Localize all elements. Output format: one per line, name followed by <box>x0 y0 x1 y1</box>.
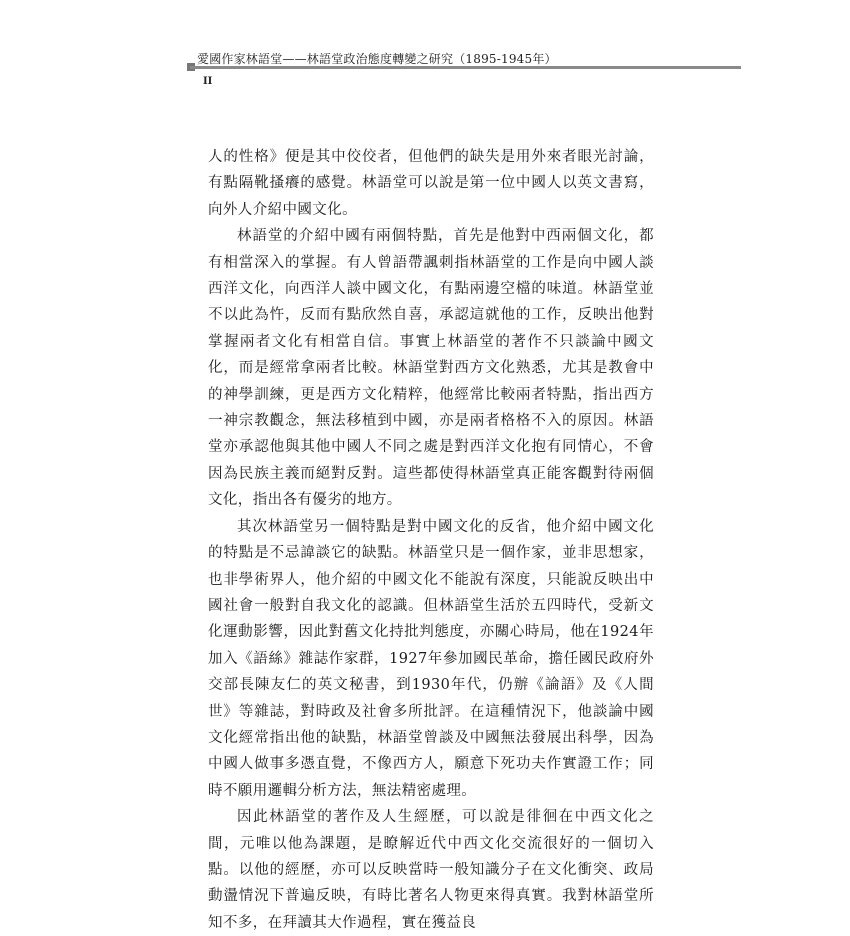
header-rule <box>190 66 741 69</box>
running-header: 愛國作家林語堂——林語堂政治態度轉變之研究（1895-1945年） <box>197 52 557 66</box>
body-text <box>208 144 654 936</box>
paragraph-4: 因此林語堂的著作及人生經歷，可以說是徘徊在中西文化之間，元唯以他為課題，是瞭解近代中西文化交流很好的一個切入點。以他的經歷，亦可以反映當時一般知識分子在文化衝突、政局動盪情況下普遍反映，有時比著名人物更來得真實。我對林語堂所知不多，在拜讀其大作過程，實在獲益良 <box>208 809 654 931</box>
paragraph-1: 人的性格》便是其中佼佼者，但他們的缺失是用外來者眼光討論，有點隔靴搔癢的感覺。林語堂可以說是第一位中國人以英文書寫，向外人介紹中國文化。 <box>208 149 654 218</box>
paragraph-2: 林語堂的介紹中國有兩個特點，首先是他對中西兩個文化，都有相當深入的掌握。有人曾語帶諷刺指林語堂的工作是向中國人談西洋文化，向西洋人談中國文化，有點兩邊空檔的味道。林語堂並不以此為忤，反而有點欣然自喜，承認這就他的工作，反映出他對掌握兩者文化有相當自信。事實上林語堂的著作不只談論中國文化，而是經常拿兩者比較。林語堂對西方文化熟悉，尤其是教會中的神學訓練，更是西方文化精粹，他經常比較兩者特點，指出西方一神宗教觀念，無法移植到中國，亦是兩者格格不入的原因。林語堂亦承認他與其他中國人不同之處是對西洋文化抱有同情心，不會因為民族主義而絕對反對。這些都使得林語堂真正能客觀對待兩個文化，指出各有優劣的地方。 <box>208 228 654 509</box>
paragraph-3: 其次林語堂另一個特點是對中國文化的反省，他介紹中國文化的特點是不忌諱談它的缺點。林語堂只是一個作家，並非思想家，也非學術界人，他介紹的中國文化不能說有深度，只能說反映出中國社會一般對自我文化的認識。但林語堂生活於五四時代，受新文化運動影響，因此對舊文化持批判態度，亦關心時局，他在1924年加入《語絲》雜誌作家群，1927年參加國民革命，擔任國民政府外交部長陳友仁的英文秘書，到1930年代，仍辦《論語》及《人間世》等雜誌，對時政及社會多所批評。在這種情況下，他談論中國文化經常指出他的缺點，林語堂曾談及中國無法發展出科學，因為中國人做事多憑直覺，不像西方人，願意下死功夫作實證工作；同時不願用邏輯分析方法，無法精密處理。 <box>208 518 654 799</box>
page-number: II <box>203 76 213 87</box>
